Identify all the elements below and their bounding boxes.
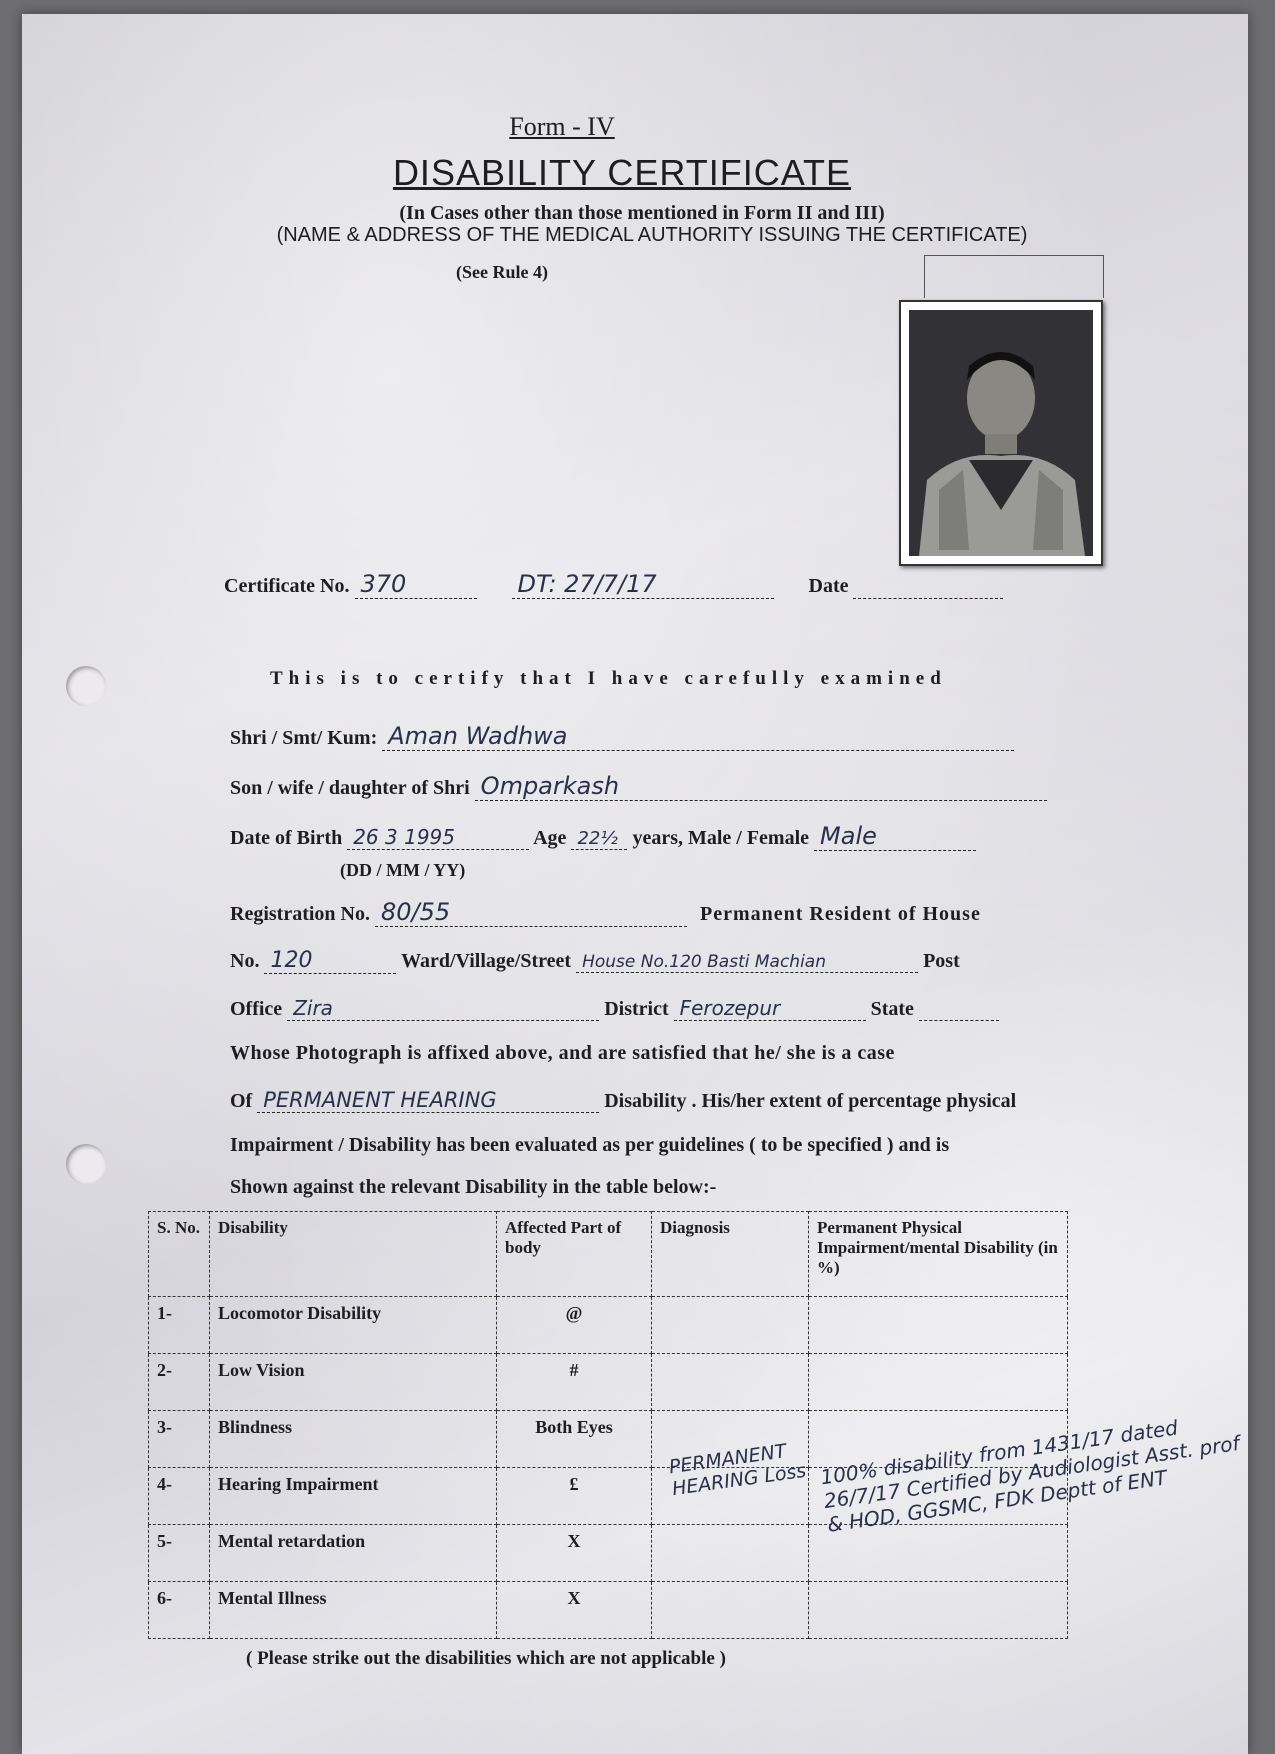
col-diagnosis-header: Diagnosis: [652, 1212, 809, 1297]
dob-value: 26 3 1995: [347, 825, 529, 850]
certificate-number-line: [224, 570, 1124, 599]
row-sno: 5-: [149, 1525, 210, 1582]
dob-format-hint: (DD / MM / YY): [340, 860, 466, 880]
disability-type-row: [230, 1088, 1016, 1113]
row-diagnosis: [652, 1525, 809, 1582]
authority-line: (NAME & ADDRESS OF THE MEDICAL AUTHORITY ISSUING THE CERTIFICATE): [276, 224, 1028, 246]
office-label: Office: [230, 998, 283, 1020]
document-title: DISABILITY CERTIFICATE: [392, 152, 852, 193]
house-label: No.: [230, 950, 260, 972]
table-row: [149, 1354, 1068, 1411]
district-label: District: [604, 998, 669, 1020]
certify-statement: This is to certify that I have carefully examined: [270, 668, 947, 689]
photo-placeholder-frame: [924, 255, 1104, 298]
row-part: @: [497, 1297, 652, 1354]
table-row: [149, 1297, 1068, 1354]
certificate-number-label: Certificate No.: [224, 575, 350, 597]
punch-hole: [66, 1144, 106, 1184]
rule-reference: (See Rule 4): [456, 262, 548, 282]
name-row: [230, 722, 1014, 751]
row-part: Both Eyes: [497, 1411, 652, 1468]
subtitle-note: (In Cases other than those mentioned in Form II and III): [399, 202, 885, 224]
col-disability-header: Disability: [210, 1212, 497, 1297]
name-label: Shri / Smt/ Kum:: [230, 727, 378, 749]
of-label: Of: [230, 1090, 253, 1112]
row-part: X: [497, 1525, 652, 1582]
disability-type-value: PERMANENT HEARING: [257, 1088, 599, 1113]
row-sno: 2-: [149, 1354, 210, 1411]
extent-text: Disability . His/her extent of percentage physical: [604, 1090, 1017, 1112]
row-sno: 3-: [149, 1411, 210, 1468]
ward-value: House No.120 Basti Machian: [576, 952, 918, 973]
row-disability: Hearing Impairment: [210, 1468, 497, 1525]
house-row: [230, 948, 960, 974]
certificate-page: [22, 14, 1248, 1754]
form-number: Form - IV: [509, 112, 615, 141]
table-row: [149, 1582, 1068, 1639]
row-disability: Low Vision: [210, 1354, 497, 1411]
row-percentage: [809, 1297, 1068, 1354]
state-blank: [919, 1020, 999, 1021]
ward-label: Ward/Village/Street: [401, 950, 572, 972]
registration-label: Registration No.: [230, 903, 370, 925]
row-percentage: [809, 1354, 1068, 1411]
office-value: Zira: [287, 996, 599, 1021]
office-row: [230, 996, 999, 1021]
resident-label: Permanent Resident of House: [699, 903, 981, 925]
house-value: 120: [264, 948, 396, 974]
registration-row: [230, 898, 981, 927]
state-label: State: [870, 998, 914, 1020]
row-disability: Mental Illness: [210, 1582, 497, 1639]
parent-value: Omparkash: [475, 772, 1047, 801]
row-sno: 1-: [149, 1297, 210, 1354]
sex-value: Male: [814, 822, 976, 851]
col-part-header: Affected Part of body: [497, 1212, 652, 1297]
row-disability: Mental retardation: [210, 1525, 497, 1582]
certificate-number-value: 370: [355, 570, 477, 599]
row-sno: 4-: [149, 1468, 210, 1525]
punch-hole: [66, 666, 106, 706]
row-diagnosis: [652, 1582, 809, 1639]
table-intro: Shown against the relevant Disability in the table below:-: [230, 1176, 717, 1198]
percentage-handwritten-remark: 100% disability from 1431/17 dated 26/7/17 Certified by Audiologist Asst. prof & HOD, GGSMC, FDK Deptt of ENT: [819, 1415, 1241, 1537]
row-percentage: [809, 1582, 1068, 1639]
years-sex-label: years, Male / Female: [632, 827, 810, 849]
photo-statement: Whose Photograph is affixed above, and are satisfied that he/ she is a case: [230, 1042, 895, 1064]
age-label: Age: [533, 827, 567, 849]
age-value: 22½: [571, 828, 627, 850]
row-part: £: [497, 1468, 652, 1525]
footnote: ( Please strike out the disabilities which are not applicable ): [246, 1648, 726, 1669]
applicant-photo: [899, 300, 1103, 566]
table-row: [149, 1525, 1068, 1582]
disability-table: [148, 1211, 1068, 1639]
row-diagnosis: [652, 1354, 809, 1411]
row-sno: 6-: [149, 1582, 210, 1639]
col-percentage-header: Permanent Physical Impairment/mental Disability (in %): [809, 1212, 1068, 1297]
row-disability: Locomotor Disability: [210, 1297, 497, 1354]
table-header-row: [149, 1212, 1068, 1297]
parent-row: [230, 772, 1047, 801]
name-value: Aman Wadhwa: [382, 722, 1014, 751]
date-label: Date: [808, 575, 849, 597]
diagnosis-handwritten: PERMANENT HEARING Loss: [667, 1440, 808, 1501]
row-disability: Blindness: [210, 1411, 497, 1468]
district-value: Ferozepur: [674, 996, 866, 1021]
dob-row: [230, 822, 976, 851]
col-sno-header: S. No.: [149, 1212, 210, 1297]
parent-label: Son / wife / daughter of Shri: [230, 777, 470, 799]
date-blank: [853, 598, 1003, 599]
guideline-statement: Impairment / Disability has been evaluated as per guidelines ( to be specified ) and is: [230, 1134, 950, 1156]
row-diagnosis: [652, 1297, 809, 1354]
post-label: Post: [923, 950, 960, 972]
row-part: #: [497, 1354, 652, 1411]
dob-label: Date of Birth: [230, 827, 343, 849]
certificate-dt-value: DT: 27/7/17: [512, 570, 774, 599]
row-part: X: [497, 1582, 652, 1639]
registration-value: 80/55: [375, 898, 687, 927]
